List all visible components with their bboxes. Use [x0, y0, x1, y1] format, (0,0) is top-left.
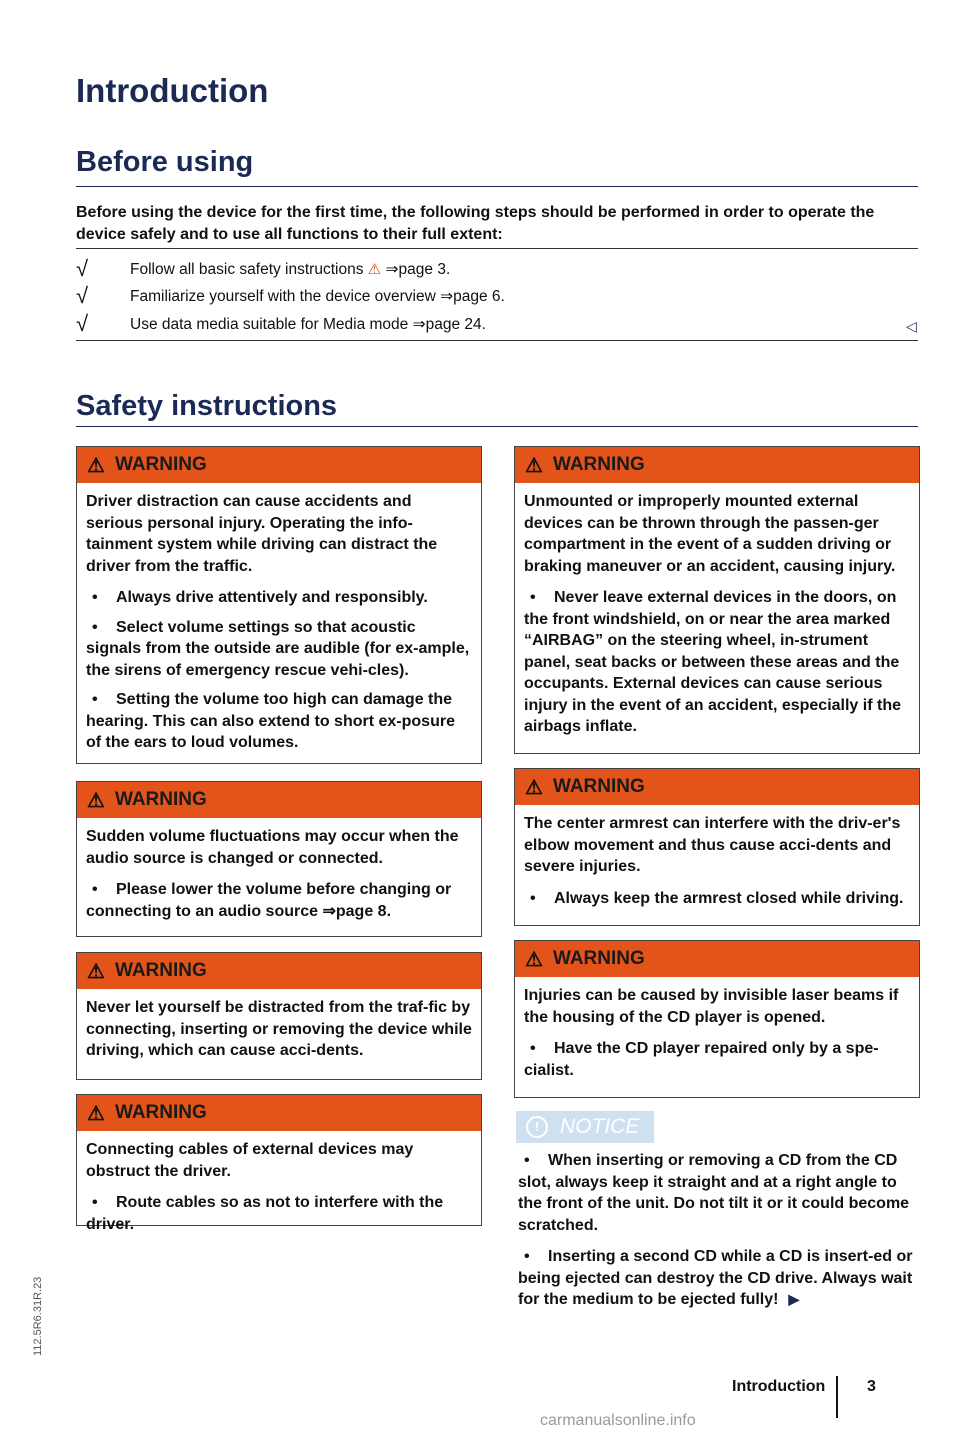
intro-rule — [76, 248, 918, 249]
warning-triangle-icon: ⚠ — [367, 261, 382, 278]
warning-triangle-icon: ⚠ — [87, 454, 105, 477]
heading-rule — [76, 186, 918, 187]
document-code: 112.5R6.31R.23 — [32, 1276, 44, 1356]
warning-header — [515, 769, 919, 805]
page-title: Introduction — [76, 72, 269, 109]
warning-text: Connecting cables of external devices may obstruct the driver. — [86, 1141, 414, 1180]
steps-rule — [76, 340, 918, 341]
page-reference-link[interactable]: ⇒page 3. — [385, 261, 451, 278]
page-reference-link[interactable]: ⇒page 6. — [440, 288, 505, 305]
warning-bullet: • Always keep the armrest closed while driving. — [530, 889, 904, 907]
warning-box — [514, 768, 920, 926]
notice-header — [516, 1111, 654, 1143]
check-icon: √ — [76, 283, 89, 308]
step-text: Use data media suitable for Media mode — [130, 316, 409, 333]
footer-divider — [836, 1376, 838, 1418]
section-heading-before-using: Before using — [76, 146, 254, 178]
notice-bullet: • When inserting or removing a CD from the CD slot, always keep it straight and at a right angle to the front of the unit. Do not tilt it or it could become scratched. — [518, 1152, 910, 1234]
notice-label: NOTICE — [560, 1115, 640, 1138]
warning-header — [77, 447, 481, 483]
check-icon: √ — [76, 311, 89, 336]
warning-triangle-icon: ⚠ — [87, 789, 105, 812]
warning-label: WARNING — [114, 789, 207, 810]
warning-header — [77, 782, 481, 818]
bleed-through-text — [520, 116, 920, 216]
page-number: 3 — [867, 1378, 876, 1395]
warning-box — [514, 446, 920, 754]
warning-header — [77, 1095, 481, 1131]
warning-triangle-icon: ⚠ — [525, 454, 543, 477]
warning-triangle-icon: ⚠ — [525, 948, 543, 971]
section-heading-safety: Safety instructions — [76, 390, 338, 422]
warning-bullet: • Have the CD player repaired only by a spe-cialist. — [524, 1040, 879, 1079]
footer-section-label: Introduction — [732, 1378, 826, 1395]
warning-box — [76, 446, 482, 764]
warning-box — [76, 781, 482, 937]
continue-arrow-icon: ▶ — [788, 1291, 800, 1307]
warning-bullet: • Route cables so as not to interfere with the driver. — [86, 1194, 444, 1233]
warning-label: WARNING — [552, 776, 645, 797]
warning-header — [515, 447, 919, 483]
warning-label: WARNING — [114, 1102, 207, 1123]
warning-label: WARNING — [114, 960, 207, 981]
warning-bullet: • Please lower the volume before changing or connecting to an audio source ⇒page 8. — [86, 881, 452, 920]
step-text: Follow all basic safety instructions — [130, 261, 364, 278]
check-icon: √ — [76, 256, 89, 281]
warning-text: Never let yourself be distracted from the traf-fic by connecting, inserting or removing the device while driving, which can cause acci-dents. — [86, 999, 472, 1059]
warning-bullet: • Always drive attentively and responsibly. — [92, 589, 428, 606]
notice-info-icon: ! — [526, 1116, 548, 1138]
section-end-icon: ◁ — [906, 318, 917, 334]
warning-text: The center armrest can interfere with the driv-er's elbow movement and thus cause acci-dents and severe injuries. — [524, 815, 901, 875]
step-text: Familiarize yourself with the device overview — [130, 288, 436, 305]
warning-text: Sudden volume fluctuations may occur when the audio source is changed or connected. — [86, 828, 459, 867]
warning-triangle-icon: ⚠ — [87, 1102, 105, 1125]
warning-triangle-icon: ⚠ — [525, 776, 543, 799]
notice-bullet: • Inserting a second CD while a CD is insert-ed or being ejected can destroy the CD drive. Always wait for the medium to be ejected fully! ▶ — [518, 1248, 913, 1308]
warning-box — [514, 940, 920, 1098]
intro-paragraph: Before using the device for the first time, the following steps should be performed in order to operate the device safely and to use all functions to their full extent: — [76, 204, 875, 243]
warning-box — [76, 1094, 482, 1233]
safety-rule — [76, 426, 918, 427]
warning-bullet: • Setting the volume too high can damage the hearing. This can also extend to short ex-posure of the ears to loud volumes. — [86, 691, 455, 751]
warning-bullet: • Never leave external devices in the doors, on the front windshield, on or near the area marked “AIRBAG” on the steering wheel, in-strument panel, seat backs or between these areas and the occupants. External devices can cause serious injury in the event of an accident, especially if the airbags inflate. — [524, 589, 901, 735]
warning-header — [77, 953, 481, 989]
warning-label: WARNING — [114, 454, 207, 475]
warning-bullet: • Select volume settings so that acoustic signals from the outside are audible (for ex-ample, the sirens of emergency rescue vehi-cles). — [86, 618, 470, 679]
warning-text: Injuries can be caused by invisible laser beams if the housing of the CD player is opened. — [524, 987, 899, 1026]
warning-text: Unmounted or improperly mounted external devices can be thrown through the passen-ger compartment in the event of a sudden driving or braking maneuver or an accident, causing injury. — [524, 493, 896, 575]
watermark: carmanualsonline.info — [540, 1412, 696, 1429]
warning-header — [515, 941, 919, 977]
warning-label: WARNING — [552, 454, 645, 475]
page-reference-link[interactable]: ⇒page 24. — [412, 316, 486, 333]
warning-triangle-icon: ⚠ — [87, 960, 105, 983]
warning-text: Driver distraction can cause accidents and serious personal injury. Operating the info-tainment system while driving can distract the driver from the traffic. — [86, 493, 438, 575]
notice-content — [518, 1150, 918, 1321]
warning-label: WARNING — [552, 948, 645, 969]
warning-box — [76, 952, 482, 1080]
